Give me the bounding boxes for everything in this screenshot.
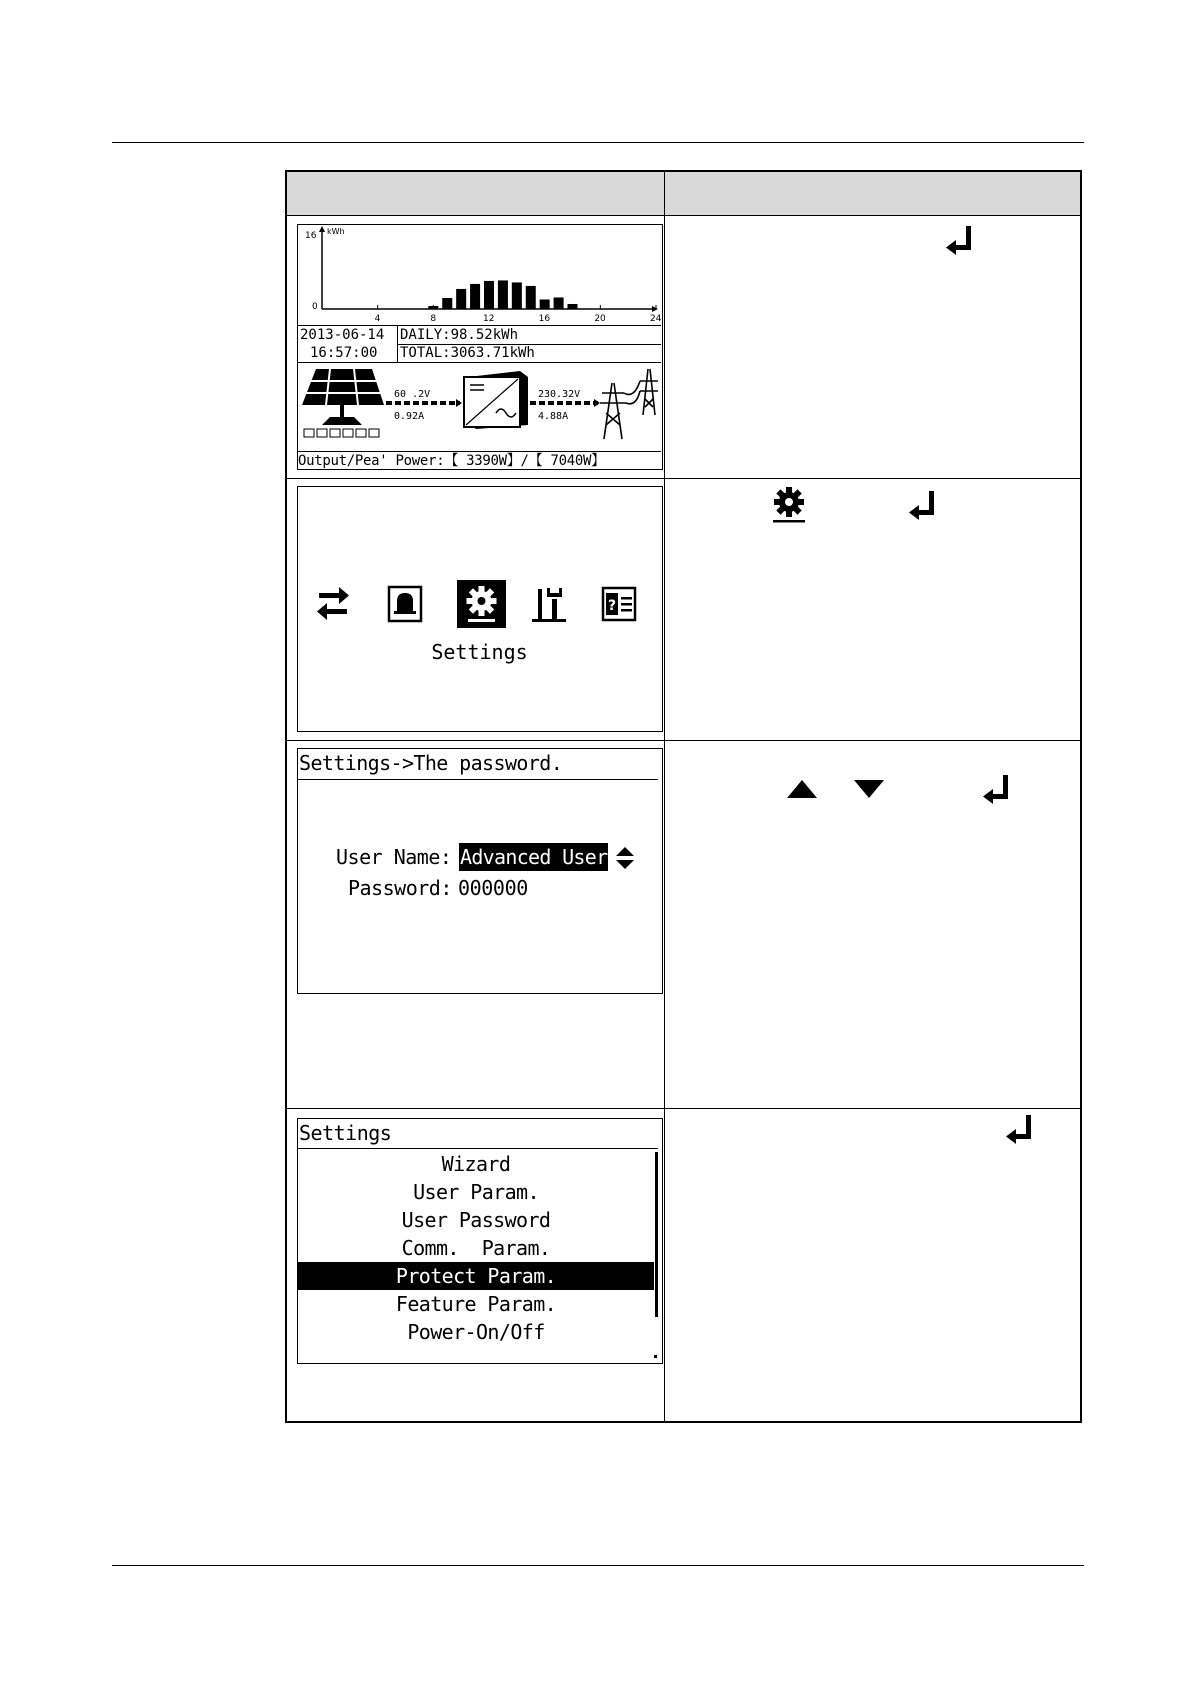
enter-icon bbox=[983, 774, 1011, 804]
settings-title-underline bbox=[298, 1148, 658, 1149]
settings-gear-icon bbox=[457, 580, 506, 628]
help-info-icon bbox=[600, 585, 640, 625]
chart-unit-label: kWh bbox=[327, 227, 345, 236]
chart-bar bbox=[470, 284, 480, 309]
footer-rule bbox=[112, 1565, 1084, 1566]
enter-icon bbox=[909, 490, 937, 520]
username-label: User Name: bbox=[336, 845, 452, 869]
settings-list-title: Settings bbox=[299, 1121, 392, 1145]
lcd-main-screen bbox=[297, 224, 663, 470]
row-divider-1 bbox=[287, 478, 1080, 479]
down-arrow-icon bbox=[853, 778, 885, 800]
energy-bar-chart bbox=[298, 225, 661, 325]
password-input[interactable]: 000000 bbox=[458, 876, 528, 900]
ac-flow-arrow-icon bbox=[530, 399, 600, 407]
inverter-icon bbox=[464, 371, 528, 429]
chart-bar bbox=[456, 289, 466, 309]
chart-bar bbox=[526, 286, 536, 309]
procedure-table bbox=[285, 170, 1082, 1423]
list-scrollbar[interactable] bbox=[655, 1152, 658, 1317]
pv-level-bar-icon bbox=[304, 429, 379, 437]
chart-bar bbox=[567, 304, 577, 309]
table-header-row bbox=[287, 172, 1080, 216]
power-grid-tower-icon bbox=[600, 369, 658, 439]
chart-y-arrow bbox=[319, 226, 325, 232]
chart-x-tick-label: 24 bbox=[650, 314, 661, 324]
settings-list-item[interactable]: Feature Param. bbox=[395, 1292, 557, 1316]
list-scroll-end-mark bbox=[654, 1355, 657, 1358]
chart-x-tick-label: 4 bbox=[374, 314, 381, 324]
chart-x-tick-label: 16 bbox=[538, 314, 551, 324]
enter-icon bbox=[1006, 1114, 1034, 1144]
row-divider-2 bbox=[287, 740, 1080, 741]
settings-list-item[interactable]: Protect Param. bbox=[298, 1262, 654, 1290]
date-display: 2013-06-14 bbox=[300, 327, 385, 343]
lcd-password-screen bbox=[297, 748, 663, 994]
chart-ymin-label: 0 bbox=[312, 302, 318, 312]
output-peak-power: Output/Pea' Power:【 3390W】/【 7040W】 bbox=[298, 453, 605, 469]
chart-bar bbox=[512, 282, 522, 309]
chart-x-tick-label: 20 bbox=[594, 314, 606, 324]
column-divider bbox=[664, 172, 665, 1421]
pv-voltage: 60 .2V bbox=[394, 389, 431, 400]
chart-bar bbox=[554, 297, 564, 309]
settings-list-item[interactable]: Comm. Param. bbox=[401, 1236, 551, 1260]
settings-list-item[interactable]: User Param. bbox=[413, 1180, 539, 1204]
enter-icon bbox=[946, 225, 974, 255]
grid-current: 4.88A bbox=[538, 411, 569, 422]
up-down-arrow-icon[interactable] bbox=[615, 845, 635, 871]
up-arrow-icon bbox=[786, 778, 818, 800]
chart-x-arrow bbox=[652, 306, 658, 312]
chart-bottom-line bbox=[298, 325, 661, 326]
settings-list-item[interactable]: Power-On/Off bbox=[407, 1320, 545, 1344]
settings-list-item[interactable]: Wizard bbox=[441, 1152, 511, 1176]
breadcrumb-underline bbox=[298, 779, 658, 780]
chart-x-tick-label: 8 bbox=[430, 314, 437, 324]
menu-selected-label: Settings bbox=[431, 640, 528, 664]
header-rule bbox=[112, 142, 1084, 143]
lcd-settings-list-screen bbox=[297, 1118, 663, 1364]
chart-bar bbox=[442, 298, 452, 309]
pv-current: 0.92A bbox=[394, 411, 425, 422]
chart-bar bbox=[428, 306, 438, 309]
password-label: Password: bbox=[348, 876, 452, 900]
chart-bar bbox=[498, 280, 508, 309]
svg-text:?: ? bbox=[608, 598, 617, 614]
maintenance-tools-icon bbox=[530, 585, 570, 625]
energy-flow-diagram bbox=[298, 363, 661, 443]
daily-energy: DAILY:98.52kWh bbox=[400, 327, 519, 343]
transfer-icon bbox=[313, 585, 353, 625]
settings-list-item[interactable]: User Password bbox=[401, 1208, 551, 1232]
settings-selected-tile[interactable] bbox=[457, 580, 506, 628]
chart-bar bbox=[540, 299, 550, 309]
row-divider-3 bbox=[287, 1108, 1080, 1109]
settings-gear-icon bbox=[771, 486, 807, 524]
settings-menu-list bbox=[298, 1150, 654, 1346]
chart-bar bbox=[484, 281, 494, 309]
grid-voltage: 230.32V bbox=[538, 389, 581, 400]
time-display: 16:57:00 bbox=[310, 345, 378, 361]
total-energy: TOTAL:3063.71kWh bbox=[400, 345, 535, 361]
chart-x-tick-label: 12 bbox=[483, 314, 495, 324]
lcd-main-menu-screen bbox=[297, 486, 663, 732]
chart-ymax-label: 16 bbox=[305, 231, 317, 241]
alarm-icon bbox=[385, 585, 425, 625]
username-select[interactable]: Advanced User bbox=[460, 845, 608, 869]
password-breadcrumb: Settings->The password. bbox=[299, 751, 563, 775]
dc-flow-arrow-icon bbox=[386, 399, 462, 407]
solar-panel-icon bbox=[302, 369, 384, 425]
